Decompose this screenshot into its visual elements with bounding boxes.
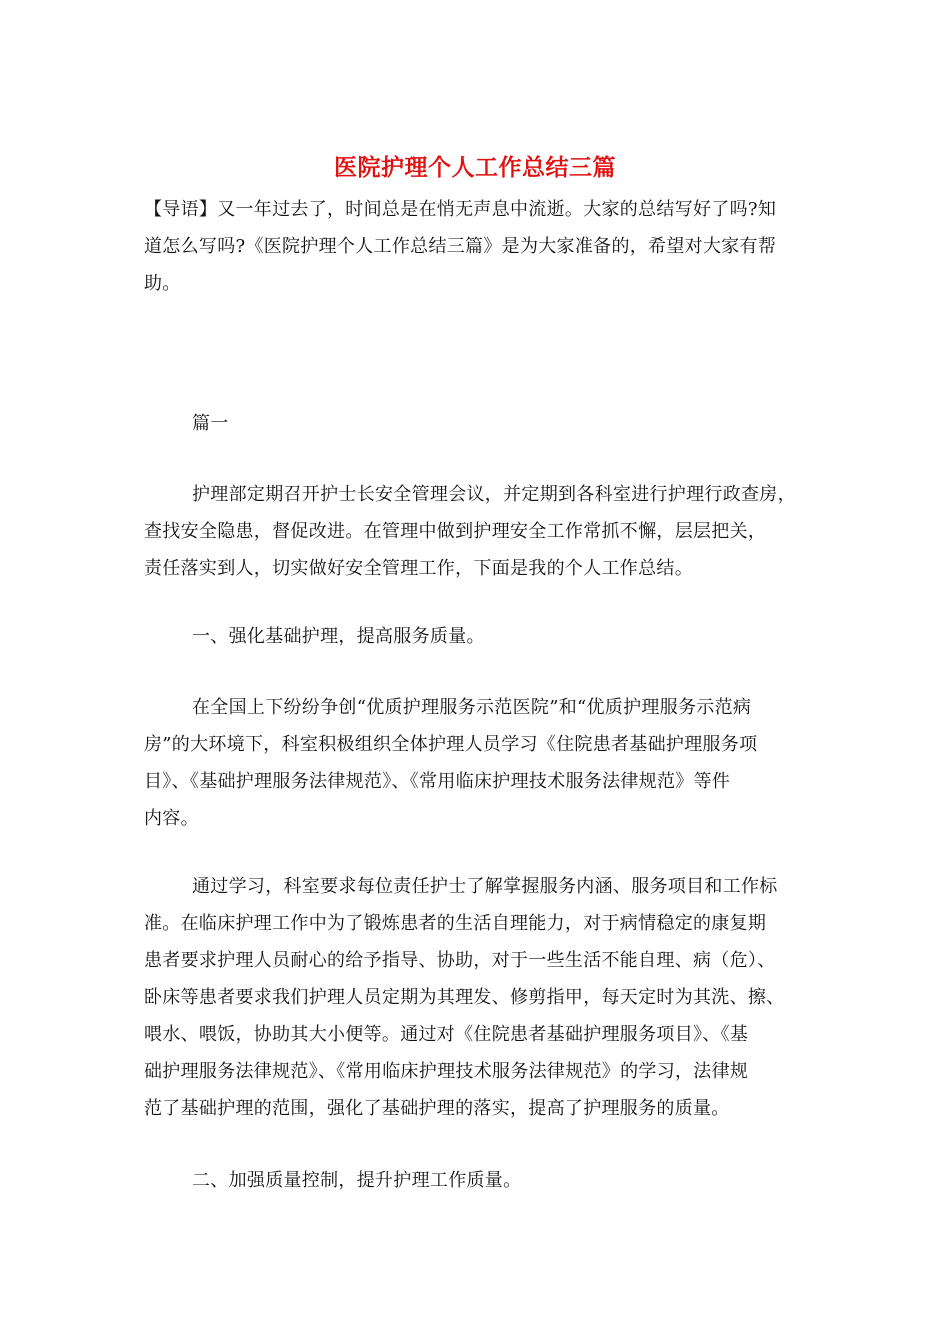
paragraph-line: 喂水、喂饭，协助其大小便等。通过对《住院患者基础护理服务项目》、《基 bbox=[144, 1024, 749, 1045]
paragraph-line: 在全国上下纷纷争创“优质护理服务示范医院”和“优质护理服务示范病 bbox=[192, 697, 752, 718]
body-paragraph-2 bbox=[144, 689, 812, 837]
paragraph-line: 责任落实到人，切实做好安全管理工作，下面是我的个人工作总结。 bbox=[144, 558, 693, 579]
body-paragraph-3 bbox=[144, 868, 812, 1127]
section-label: 篇一 bbox=[192, 413, 229, 434]
intro-line: 道怎么写吗?《医院护理个人工作总结三篇》是为大家准备的，希望对大家有帮 bbox=[144, 236, 777, 257]
paragraph-line: 查找安全隐患，督促改进。在管理中做到护理安全工作常抓不懈，层层把关， bbox=[144, 521, 767, 542]
paragraph-line: 范了基础护理的范围，强化了基础护理的落实，提高了护理服务的质量。 bbox=[144, 1098, 730, 1119]
document-title: 医院护理个人工作总结三篇 bbox=[334, 154, 616, 181]
body-paragraph-1 bbox=[144, 476, 812, 587]
paragraph-line: 通过学习，科室要求每位责任护士了解掌握服务内涵、服务项目和工作标 bbox=[192, 876, 778, 897]
intro-paragraph bbox=[144, 191, 812, 302]
paragraph-line: 卧床等患者要求我们护理人员定期为其理发、修剪指甲，每天定时为其洗、擦、 bbox=[144, 987, 785, 1008]
paragraph-line: 目》、《基础护理服务法律规范》、《常用临床护理技术服务法律规范》等件 bbox=[144, 771, 731, 792]
paragraph-line: 础护理服务法律规范》、《常用临床护理技术服务法律规范》的学习，法律规 bbox=[144, 1061, 749, 1082]
paragraph-line: 护理部定期召开护士长安全管理会议，并定期到各科室进行护理行政查房， bbox=[192, 484, 796, 505]
heading-one: 一、强化基础护理，提高服务质量。 bbox=[192, 626, 485, 647]
paragraph-line: 房”的大环境下，科室积极组织全体护理人员学习《住院患者基础护理服务项 bbox=[144, 734, 758, 755]
intro-line: 助。 bbox=[144, 273, 181, 294]
paragraph-line: 内容。 bbox=[144, 808, 199, 829]
paragraph-line: 患者要求护理人员耐心的给予指导、协助，对于一些生活不能自理、病（危）、 bbox=[144, 950, 776, 971]
paragraph-line: 准。在临床护理工作中为了锻炼患者的生活自理能力，对于病情稳定的康复期 bbox=[144, 913, 767, 934]
heading-two: 二、加强质量控制，提升护理工作质量。 bbox=[192, 1170, 522, 1191]
intro-line: 【导语】又一年过去了，时间总是在悄无声息中流逝。大家的总结写好了吗?知 bbox=[144, 199, 777, 220]
